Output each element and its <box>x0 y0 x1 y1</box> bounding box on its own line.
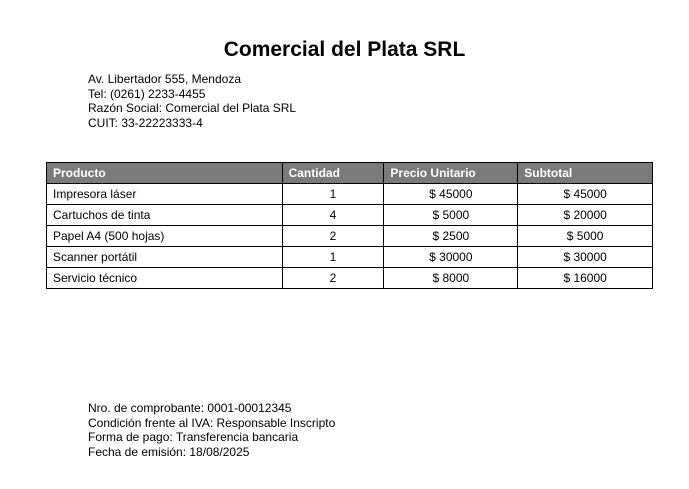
cell-cantidad: 4 <box>282 205 384 226</box>
document-title: Comercial del Plata SRL <box>223 38 466 61</box>
cell-precio-unitario: $ 5000 <box>384 205 518 226</box>
table-row <box>47 226 653 247</box>
header-cantidad: Cantidad <box>282 163 384 184</box>
cell-cantidad: 2 <box>282 226 384 247</box>
items-table <box>46 162 653 289</box>
company-phone: Tel: (0261) 2233-4455 <box>88 86 206 101</box>
table-row <box>47 205 653 226</box>
table-header-row <box>47 163 653 184</box>
table-row <box>47 247 653 268</box>
cell-producto: Servicio técnico <box>47 268 283 289</box>
company-cuit: CUIT: 33-22223333-4 <box>88 115 203 130</box>
issue-date: Fecha de emisión: 18/08/2025 <box>88 444 250 459</box>
company-address: Av. Libertador 555, Mendoza <box>88 72 241 86</box>
cell-subtotal: $ 16000 <box>518 268 653 289</box>
company-info <box>88 72 296 130</box>
cell-producto: Scanner portátil <box>47 247 283 268</box>
header-subtotal: Subtotal <box>518 163 653 184</box>
header-precio-unitario: Precio Unitario <box>384 163 518 184</box>
cell-precio-unitario: $ 8000 <box>384 268 518 289</box>
cell-producto: Cartuchos de tinta <box>47 205 283 226</box>
table-row <box>47 268 653 289</box>
iva-condition: Condición frente al IVA: Responsable Inscripto <box>88 415 336 430</box>
cell-precio-unitario: $ 2500 <box>384 226 518 247</box>
cell-producto: Papel A4 (500 hojas) <box>47 226 283 247</box>
invoice-footer <box>88 401 335 459</box>
cell-cantidad: 1 <box>282 184 384 205</box>
table-row <box>47 184 653 205</box>
cell-precio-unitario: $ 30000 <box>384 247 518 268</box>
cell-subtotal: $ 5000 <box>518 226 653 247</box>
cell-subtotal: $ 30000 <box>518 247 653 268</box>
header-producto: Producto <box>47 163 283 184</box>
cell-subtotal: $ 20000 <box>518 205 653 226</box>
cell-precio-unitario: $ 45000 <box>384 184 518 205</box>
cell-producto: Impresora láser <box>47 184 283 205</box>
company-razon-social: Razón Social: Comercial del Plata SRL <box>88 101 297 115</box>
cell-cantidad: 1 <box>282 247 384 268</box>
payment-method: Forma de pago: Transferencia bancaria <box>88 430 299 444</box>
invoice-number: Nro. de comprobante: 0001-00012345 <box>88 401 292 415</box>
cell-cantidad: 2 <box>282 268 384 289</box>
cell-subtotal: $ 45000 <box>518 184 653 205</box>
